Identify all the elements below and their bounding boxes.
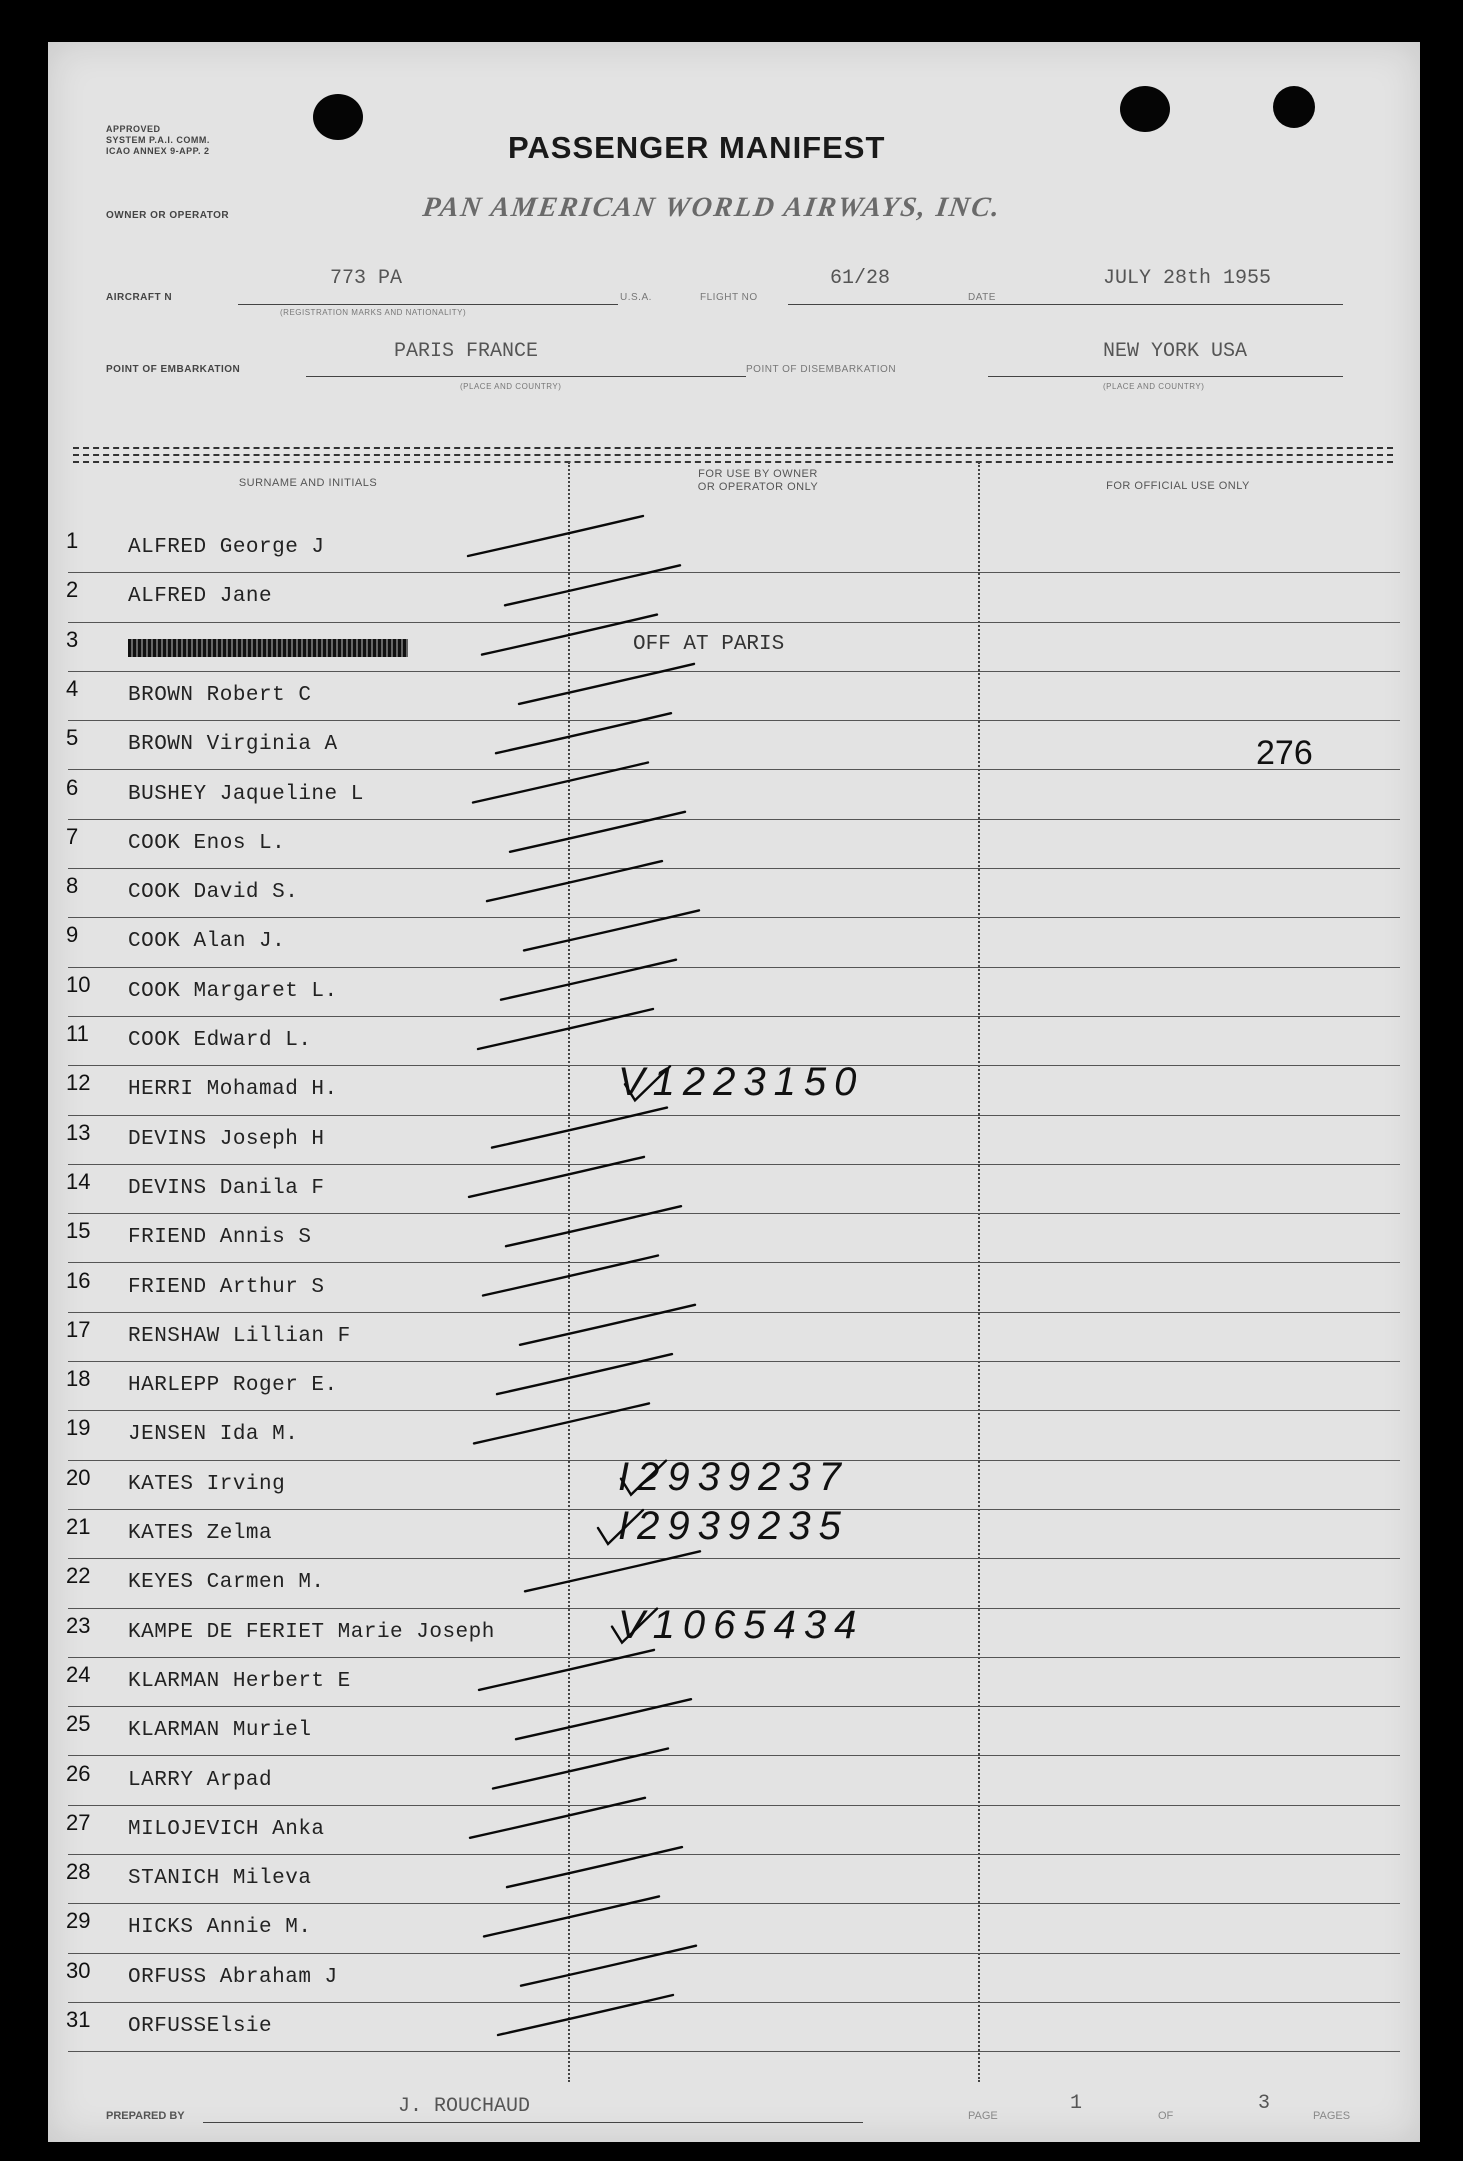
table-row [48, 1707, 1420, 1756]
passenger-name: KATES Zelma [128, 1522, 273, 1545]
row-number: 13 [66, 1119, 91, 1145]
passenger-name: FRIEND Annis S [128, 1226, 312, 1250]
passenger-name: BUSHEY Jaqueline L [128, 782, 364, 806]
passenger-note: OFF AT PARIS [633, 632, 785, 656]
row-number: 21 [66, 1514, 91, 1539]
table-row [48, 1855, 1420, 1904]
row-number: 31 [66, 2007, 91, 2032]
row-number: 11 [66, 1021, 89, 1046]
table-row [48, 721, 1420, 770]
passenger-name: KEYES Carmen M. [128, 1571, 325, 1595]
table-row [48, 1602, 1420, 1658]
table-row [48, 1411, 1420, 1460]
table-row [48, 1060, 1420, 1115]
page-label: PAGE [968, 2110, 998, 2122]
row-number: 6 [66, 774, 79, 800]
punch-hole-left [313, 94, 363, 140]
row-number: 4 [66, 675, 79, 701]
punch-hole-right-1 [1120, 86, 1170, 132]
row-number: 19 [66, 1415, 91, 1441]
row-number: 17 [66, 1316, 91, 1342]
aircraft-value: 773 PA [330, 267, 403, 290]
table-row [48, 1264, 1420, 1313]
passenger-name: COOK Margaret L. [128, 979, 338, 1003]
passenger-name: KLARMAN Muriel [128, 1719, 312, 1743]
passenger-name: COOK Enos L. [128, 831, 286, 855]
row-number: 15 [66, 1218, 91, 1244]
page-value: 1 [1070, 2092, 1083, 2115]
passenger-name: STANICH Mileva [128, 1867, 312, 1891]
date-value: JULY 28th 1955 [1103, 267, 1272, 290]
table-row [48, 1362, 1420, 1411]
of-label: OF [1158, 2110, 1174, 2122]
passenger-name: BROWN Virginia A [128, 733, 338, 757]
table-row [48, 1214, 1420, 1263]
row-number: 24 [66, 1661, 91, 1687]
row-number: 20 [66, 1464, 91, 1490]
page-title: PASSENGER MANIFEST [508, 130, 886, 165]
flight-value: 61/28 [830, 267, 891, 290]
embarkation-label: POINT OF EMBARKATION [106, 364, 241, 375]
passenger-name: JENSEN Ida M. [128, 1423, 299, 1447]
passenger-name: KLARMAN Herbert E [128, 1669, 351, 1693]
passenger-name: HICKS Annie M. [128, 1916, 312, 1940]
passenger-name: COOK David S. [128, 881, 299, 905]
margin-note: 276 [1256, 734, 1313, 772]
approval-line-3: ICAO ANNEX 9-APP. 2 [106, 146, 210, 156]
table-row [48, 1806, 1420, 1855]
row-number: 8 [66, 873, 79, 899]
row-number: 10 [66, 971, 91, 997]
table-row [48, 573, 1420, 622]
passport-number: V1223150 [618, 1060, 865, 1105]
passenger-name: FRIEND Arthur S [128, 1275, 325, 1299]
flight-label: FLIGHT NO [700, 292, 758, 303]
table-row [48, 1313, 1420, 1362]
passenger-name: LARRY Arpad [128, 1768, 273, 1792]
table-row [48, 1017, 1420, 1066]
date-label: DATE [968, 292, 996, 303]
passenger-name: RENSHAW Lillian F [128, 1324, 351, 1348]
row-number: 26 [66, 1760, 91, 1786]
row-number: 12 [66, 1070, 91, 1096]
punch-hole-right-2 [1273, 86, 1315, 128]
passenger-name: ORFUSSElsie [128, 2015, 273, 2038]
column-official-use: FOR OFFICIAL USE ONLY [1106, 480, 1250, 492]
passenger-name: DEVINS Joseph H [128, 1127, 325, 1151]
table-row [48, 1504, 1420, 1559]
table-row [48, 869, 1420, 918]
prepared-by-value: J. ROUCHAUD [398, 2095, 531, 2118]
table-row [48, 1954, 1420, 2003]
table-row [48, 918, 1420, 967]
row-number: 29 [66, 1908, 91, 1934]
table-row [48, 1658, 1420, 1707]
passenger-name: KATES Irving [128, 1472, 286, 1496]
row-number: 18 [66, 1366, 91, 1392]
disembarkation-value: NEW YORK USA [1103, 340, 1248, 363]
row-number: 2 [66, 577, 79, 603]
row-number: 9 [66, 922, 79, 948]
passport-number: V1065434 [618, 1602, 865, 1647]
passenger-name: HERRI Mohamad H. [128, 1078, 338, 1102]
passenger-name: COOK Alan J. [128, 930, 286, 954]
passenger-name: MILOJEVICH Anka [128, 1817, 325, 1841]
column-surname: SURNAME AND INITIALS [238, 477, 378, 489]
table-row [48, 1559, 1420, 1608]
passenger-name: KAMPE DE FERIET Marie Joseph [128, 1620, 495, 1644]
table-row [48, 1454, 1420, 1510]
row-number: 25 [66, 1711, 91, 1737]
row-number: 5 [66, 725, 79, 751]
table-row [48, 2003, 1420, 2052]
row-number: 30 [66, 1957, 91, 1983]
table-row [48, 623, 1420, 672]
prepared-by-label: PREPARED BY [106, 2110, 185, 2122]
approval-line-1: APPROVED [106, 124, 161, 134]
disembarkation-sub: (PLACE AND COUNTRY) [1103, 382, 1205, 391]
row-number: 1 [66, 528, 79, 553]
passport-number: I2939237 [618, 1454, 849, 1499]
passenger-name: ALFRED Jane [128, 585, 273, 609]
passenger-name: COOK Edward L. [128, 1029, 312, 1052]
row-number: 27 [66, 1809, 91, 1835]
passenger-name [128, 639, 408, 657]
row-number: 28 [66, 1859, 91, 1885]
passenger-name: BROWN Robert C [128, 683, 312, 707]
embarkation-sub: (PLACE AND COUNTRY) [460, 382, 562, 391]
column-owner-use-1: FOR USE BY OWNER [698, 468, 818, 480]
table-row [48, 820, 1420, 869]
table-row [48, 771, 1420, 820]
aircraft-nationality: U.S.A. [620, 292, 652, 303]
row-number: 23 [66, 1612, 91, 1638]
row-number: 16 [66, 1267, 91, 1293]
company-name: PAN AMERICAN WORLD AIRWAYS, INC. [420, 192, 1004, 223]
table-row [48, 1116, 1420, 1165]
table-row [48, 1757, 1420, 1806]
manifest-sheet [48, 42, 1420, 2142]
row-number: 3 [66, 626, 79, 652]
row-number: 14 [66, 1168, 91, 1194]
of-value: 3 [1258, 2092, 1271, 2115]
table-row [48, 1904, 1420, 1953]
table-row [48, 1165, 1420, 1214]
passenger-name: ORFUSS Abraham J [128, 1965, 338, 1989]
row-number: 22 [66, 1563, 91, 1589]
aircraft-sub: (REGISTRATION MARKS AND NATIONALITY) [280, 308, 467, 317]
pages-label: PAGES [1313, 2110, 1351, 2122]
row-number: 7 [66, 823, 79, 849]
passenger-name: HARLEPP Roger E. [128, 1374, 338, 1398]
embarkation-value: PARIS FRANCE [394, 340, 539, 363]
row-rule [68, 2051, 1400, 2052]
passenger-name: DEVINS Danila F [128, 1176, 325, 1200]
approval-line-2: SYSTEM P.A.I. COMM. [106, 135, 210, 145]
table-row [48, 524, 1420, 573]
table-row [48, 672, 1420, 721]
table-row [48, 968, 1420, 1017]
disembarkation-label: POINT OF DISEMBARKATION [746, 364, 897, 375]
passport-number: I2939235 [618, 1504, 849, 1548]
owner-label: OWNER OR OPERATOR [106, 210, 230, 221]
column-owner-use-2: OR OPERATOR ONLY [697, 481, 819, 493]
aircraft-label: AIRCRAFT N [106, 292, 173, 303]
passenger-name: ALFRED George J [128, 536, 325, 559]
